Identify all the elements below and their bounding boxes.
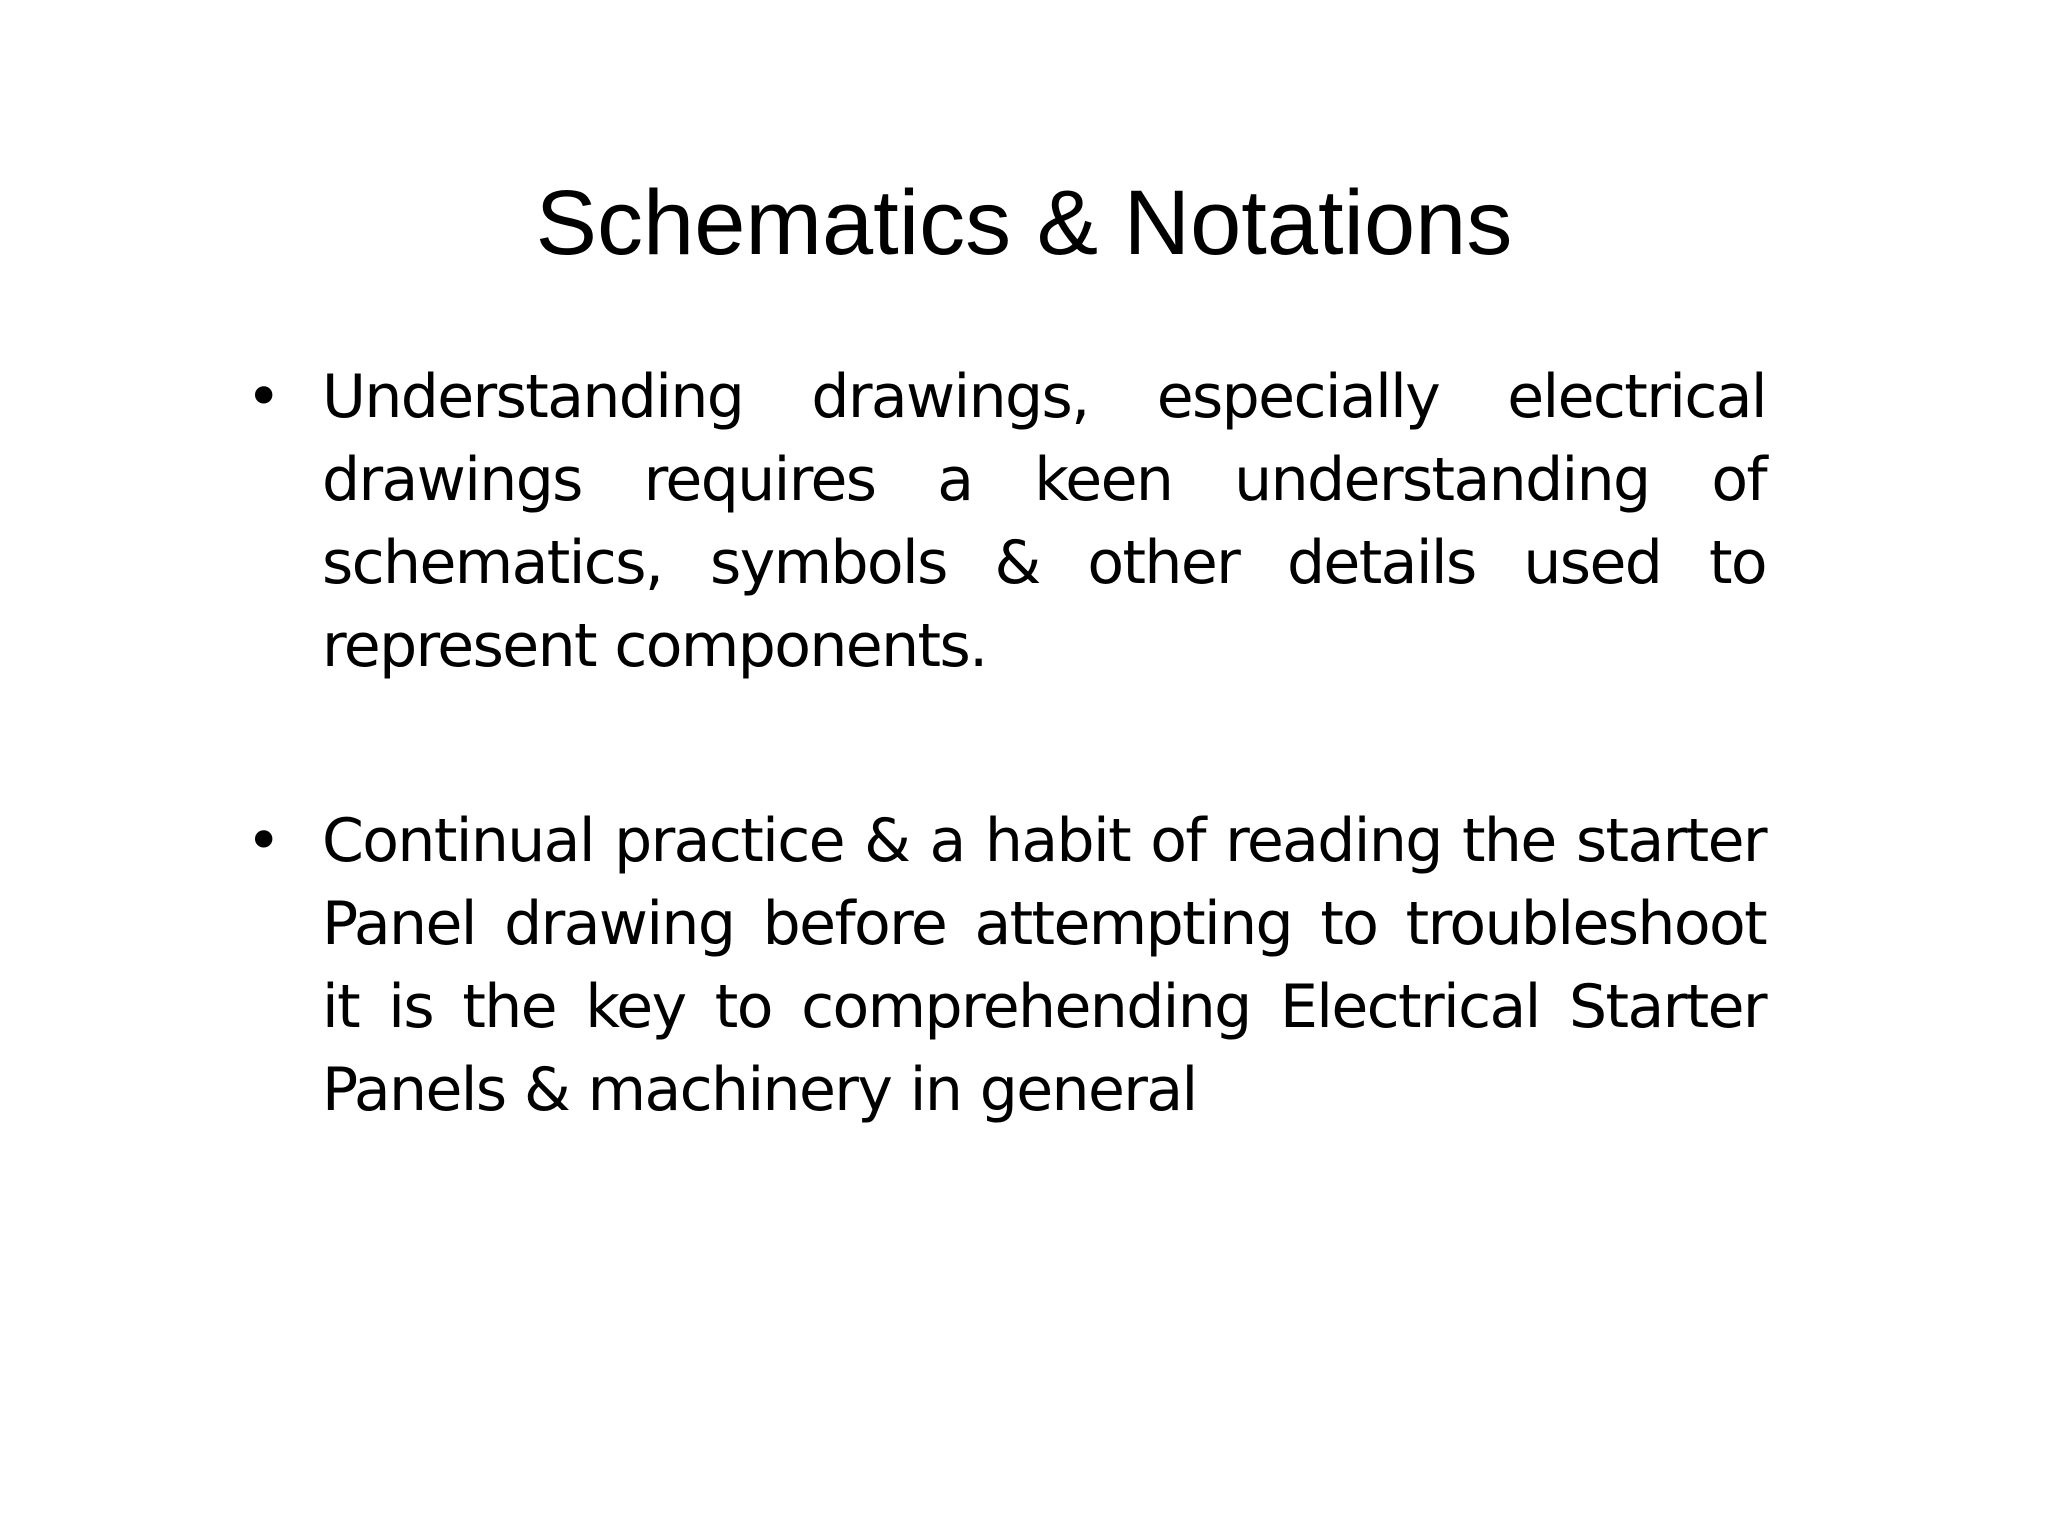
bullet-item — [246, 356, 1766, 688]
bullet-text: Continual practice & a habit of reading the starter Panel drawing before attempting to troubleshoot it is the key to comprehending Electrical Starter Panels & machinery in general — [322, 806, 1766, 1125]
bullet-marker: • — [246, 362, 280, 432]
bullet-list — [246, 356, 1766, 1244]
bullet-marker: • — [246, 806, 280, 876]
bullet-text: Understanding drawings, especially electrical drawings requires a keen understanding of schematics, symbols & other details used to represent components. — [322, 362, 1766, 681]
slide-title: Schematics & Notations — [535, 172, 1513, 274]
bullet-item — [246, 800, 1766, 1132]
